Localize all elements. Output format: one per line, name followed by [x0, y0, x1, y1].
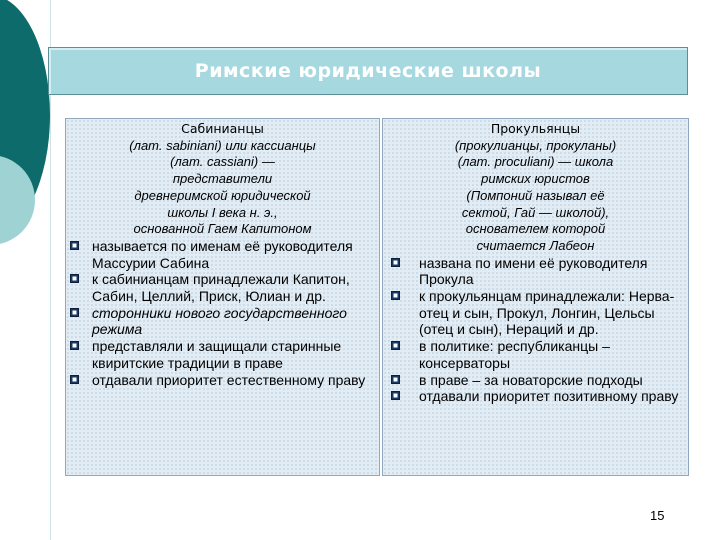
page-number: 15: [650, 508, 665, 523]
sabinians-name: Сабинианцы: [181, 121, 264, 136]
checkbox-bullet-icon: [70, 274, 80, 284]
slide-title: Римские юридические школы: [194, 60, 542, 82]
proculians-panel: [382, 118, 689, 476]
slide-title-banner: [48, 47, 688, 95]
proculians-desc-line: римских юристов: [481, 171, 590, 187]
list-item: к прокульянцам принадлежали: Нерва-отец и сын, Прокул, Лонгин, Цельсы (отец и сын), Нераций и др.: [383, 288, 688, 338]
proculians-desc-line: сектой, Гай — школой),: [461, 204, 610, 220]
checkbox-bullet-icon: [70, 241, 80, 251]
sabinians-desc-line: школы I века н. э.,: [167, 204, 278, 220]
sabinians-panel: [65, 118, 380, 476]
proculians-desc-line: (Помпоний называл её: [466, 187, 605, 203]
checkbox-bullet-icon: [391, 341, 401, 351]
checkbox-bullet-icon: [70, 308, 80, 318]
proculians-name: Прокульянцы: [490, 121, 581, 136]
proculians-header: [383, 119, 688, 255]
list-item: представляли и защищали старинные квиритские традиции в праве: [66, 338, 379, 371]
sabinians-desc-line: представители: [172, 171, 273, 187]
list-item: в праве – за новаторские подходы: [383, 372, 688, 389]
list-item: в политике: республиканцы – консерваторы: [383, 338, 688, 371]
list-item: к сабинианцам принадлежали Капитон, Сабин, Целлий, Приск, Юлиан и др.: [66, 271, 379, 304]
checkbox-bullet-icon: [391, 291, 401, 301]
checkbox-bullet-icon: [391, 375, 401, 385]
sabinians-desc-line: древнеримской юридической: [134, 187, 311, 203]
checkbox-bullet-icon: [70, 375, 80, 385]
sabinians-desc-line: (лат. cassiani) —: [170, 154, 275, 170]
sabinians-list: [66, 238, 379, 388]
list-item: отдавали приоритет позитивному праву: [383, 388, 688, 405]
checkbox-bullet-icon: [391, 391, 401, 401]
proculians-desc-line: считается Лабеон: [476, 237, 595, 253]
list-item: названа по имени её руководителя Прокула: [383, 255, 688, 288]
checkbox-bullet-icon: [391, 258, 401, 268]
checkbox-bullet-icon: [70, 341, 80, 351]
sabinians-desc-line: основанной Гаем Капитоном: [133, 221, 312, 237]
proculians-desc-line: (прокулианцы, прокуланы): [454, 137, 617, 153]
proculians-list: [383, 255, 688, 405]
sabinians-desc-line: (лат. sabiniani) или кассианцы: [129, 137, 316, 153]
proculians-desc-line: основателем которой: [465, 221, 606, 237]
list-item: отдавали приоритет естественному праву: [66, 372, 379, 389]
list-item: называется по именам её руководителя Массурии Сабина: [66, 238, 379, 271]
proculians-desc-line: (лат. proculiani) — школа: [457, 154, 614, 170]
sabinians-header: [66, 119, 379, 238]
list-item: сторонники нового государственного режима: [66, 305, 379, 338]
